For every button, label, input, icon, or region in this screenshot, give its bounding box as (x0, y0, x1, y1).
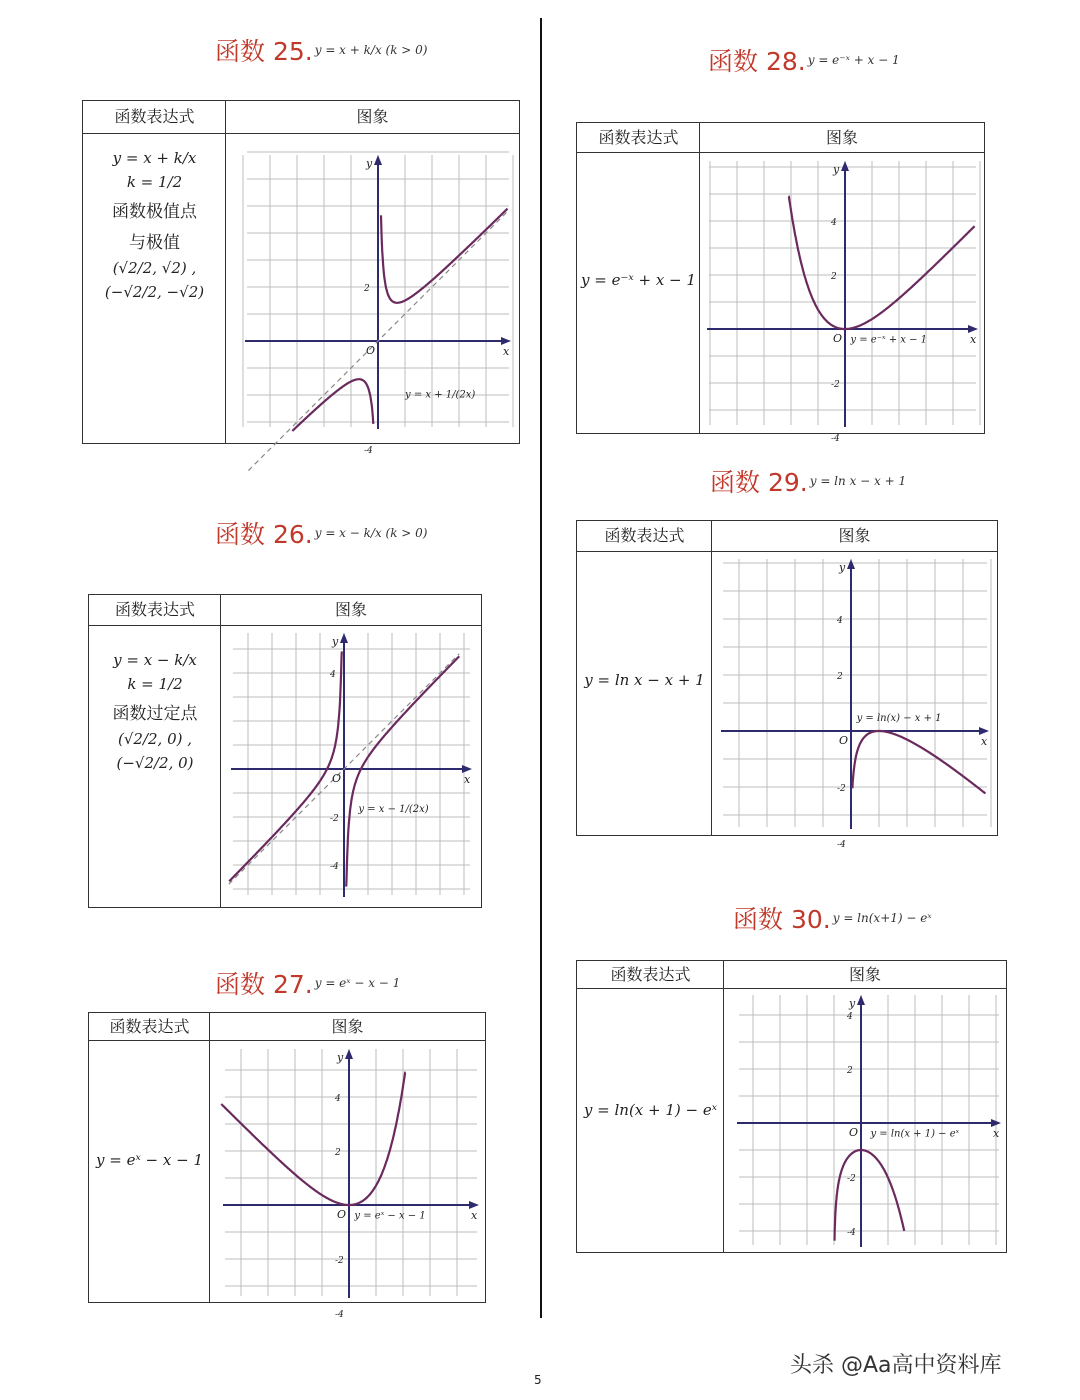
f27-heading (215, 965, 400, 1001)
y-tick-label: -4 (364, 446, 373, 456)
f25-heading (215, 32, 427, 68)
function-curve (221, 1073, 405, 1205)
f25-header-expr: 函数表达式 (114, 107, 195, 126)
f26-title: 函数 26. (215, 520, 313, 549)
y-axis-label: y (849, 997, 856, 1010)
f27-table (88, 1012, 486, 1320)
y-tick-label: 4 (847, 1012, 853, 1022)
f25-expr-line: y = x + k/x (112, 149, 197, 167)
f27-formula: y = eˣ − x − 1 (314, 976, 401, 990)
f29-title: 函数 29. (710, 468, 808, 497)
f28-graph (705, 157, 980, 444)
f25-expr-line: 函数极值点 (112, 202, 197, 222)
y-tick-label: 4 (837, 616, 843, 626)
y-tick-label: -2 (335, 1256, 344, 1266)
y-axis-label: y (332, 635, 339, 648)
f27-expression (89, 1145, 210, 1175)
f25-expr-line: (−√2/2, −√2) (104, 283, 205, 301)
f25-table-header (83, 101, 519, 134)
curve-label: y = eˣ − x − 1 (354, 1210, 426, 1222)
y-tick-label: -2 (837, 784, 846, 794)
function-curve (835, 1150, 905, 1241)
f25-graph (243, 151, 513, 456)
f25-formula: y = x + k/x (k > 0) (314, 43, 428, 57)
f30-title: 函数 30. (733, 905, 831, 934)
curve-label: y = x − 1/(2x) (358, 804, 429, 816)
f25-expr-line: k = 1/2 (126, 173, 183, 191)
origin-label: O (839, 734, 849, 747)
x-axis-label: x (981, 735, 988, 748)
f25-table (82, 100, 520, 456)
f25-header-graph: 图象 (356, 107, 389, 126)
watermark: 头杀 @Aa高中资料库 (790, 1353, 1002, 1378)
y-tick-label: -2 (831, 380, 840, 390)
f30-heading (733, 900, 932, 936)
x-axis-label: x (503, 345, 510, 358)
f30-table-header (577, 961, 1006, 989)
y-tick-label: 2 (364, 284, 370, 294)
y-tick-label: -4 (837, 840, 846, 850)
curve-label: y = x + 1/(2x) (405, 389, 476, 401)
y-axis-label: y (839, 561, 846, 574)
f30-expression (577, 1095, 724, 1125)
y-axis-label: y (833, 163, 840, 176)
x-axis-label: x (970, 333, 977, 346)
origin-label: O (849, 1126, 859, 1139)
f27-expr-line: y = eˣ − x − 1 (96, 1151, 203, 1169)
f28-expr-line: y = e⁻ˣ + x − 1 (581, 271, 696, 289)
f29-header-graph: 图象 (838, 526, 871, 545)
f29-table-header (577, 521, 997, 552)
y-axis-arrow (847, 559, 855, 569)
y-tick-label: 2 (335, 1148, 341, 1158)
f26-expr-line: y = x − k/x (113, 651, 197, 669)
f26-table-header (89, 595, 481, 626)
f26-expression (89, 645, 221, 778)
y-tick-label: 4 (330, 670, 336, 680)
f27-table-header (89, 1013, 485, 1041)
y-axis-arrow (340, 633, 348, 643)
y-tick-label: 2 (847, 1066, 853, 1076)
f25-expr-line: 与极值 (129, 233, 180, 253)
f26-expr-line: 函数过定点 (112, 704, 198, 724)
f29-expression (577, 665, 712, 695)
f25-expression (83, 143, 226, 307)
y-tick-label: -2 (847, 1174, 856, 1184)
f29-graph (719, 555, 991, 850)
f27-header-expr: 函数表达式 (109, 1017, 190, 1036)
y-tick-label: -4 (330, 862, 339, 872)
x-axis-label: x (464, 773, 471, 786)
f29-formula: y = ln x − x + 1 (809, 474, 907, 488)
y-axis-arrow (374, 155, 382, 165)
origin-label: O (332, 772, 342, 785)
f28-table (576, 122, 985, 444)
f26-expr-line: k = 1/2 (127, 675, 183, 693)
y-tick-label: -2 (330, 814, 339, 824)
f26-expr-line: (−√2/2, 0) (116, 754, 194, 772)
function-curve (788, 197, 974, 329)
f26-header-graph: 图象 (334, 600, 367, 619)
f29-table (576, 520, 998, 850)
y-tick-label: -4 (335, 1310, 344, 1320)
f26-expr-line: (√2/2, 0) , (117, 730, 193, 748)
f28-formula: y = e⁻ˣ + x − 1 (807, 53, 900, 67)
x-axis-arrow (501, 337, 511, 345)
function-curve (346, 656, 459, 886)
y-axis-arrow (857, 995, 865, 1005)
x-axis-arrow (979, 727, 989, 735)
f29-heading (710, 463, 906, 499)
f29-expr-line: y = ln x − x + 1 (584, 671, 705, 689)
y-axis-arrow (345, 1049, 353, 1059)
function-curve (852, 731, 985, 794)
f30-header-expr: 函数表达式 (610, 965, 691, 984)
curve-label: y = ln(x + 1) − eˣ (870, 1128, 960, 1140)
x-axis-label: x (993, 1127, 1000, 1140)
f26-graph (229, 629, 474, 899)
f28-header-graph: 图象 (825, 128, 858, 147)
y-tick-label: 2 (837, 672, 843, 682)
f26-formula: y = x − k/x (k > 0) (314, 526, 428, 540)
x-axis-arrow (462, 765, 472, 773)
y-axis-label: y (366, 157, 373, 170)
f28-expression (577, 265, 700, 295)
y-tick-label: 4 (831, 218, 837, 228)
origin-label: O (366, 344, 376, 357)
curve-label: y = ln(x) − x + 1 (856, 713, 942, 725)
f25-title: 函数 25. (215, 37, 313, 66)
function-curve (229, 651, 342, 881)
f25-expr-line: (√2/2, √2) , (112, 259, 197, 277)
function-curve (381, 209, 508, 303)
y-tick-label: 4 (335, 1094, 341, 1104)
f27-title: 函数 27. (215, 970, 313, 999)
f27-graph (221, 1045, 481, 1320)
f28-title: 函数 28. (708, 47, 806, 76)
f27-header-graph: 图象 (331, 1017, 364, 1036)
f28-heading (708, 42, 900, 78)
f28-header-expr: 函数表达式 (598, 128, 679, 147)
y-tick-label: -4 (831, 434, 840, 444)
f29-header-expr: 函数表达式 (604, 526, 685, 545)
y-axis-arrow (841, 161, 849, 171)
f30-formula: y = ln(x+1) − eˣ (832, 911, 932, 925)
f28-table-header (577, 123, 984, 153)
f26-heading (215, 515, 427, 551)
f26-table (88, 594, 482, 908)
f30-header-graph: 图象 (848, 965, 881, 984)
origin-label: O (833, 332, 843, 345)
curve-label: y = e⁻ˣ + x − 1 (850, 334, 928, 346)
x-axis-arrow (469, 1201, 479, 1209)
f26-header-expr: 函数表达式 (114, 600, 195, 619)
column-divider (540, 18, 542, 1318)
y-tick-label: -4 (847, 1228, 856, 1238)
x-axis-label: x (471, 1209, 478, 1222)
f30-graph (735, 991, 1003, 1249)
f30-table (576, 960, 1007, 1253)
f30-expr-line: y = ln(x + 1) − eˣ (583, 1101, 718, 1119)
origin-label: O (337, 1208, 347, 1221)
page-number: 5 (534, 1373, 542, 1387)
y-tick-label: 2 (831, 272, 837, 282)
x-axis-arrow (968, 325, 978, 333)
y-axis-label: y (337, 1051, 344, 1064)
